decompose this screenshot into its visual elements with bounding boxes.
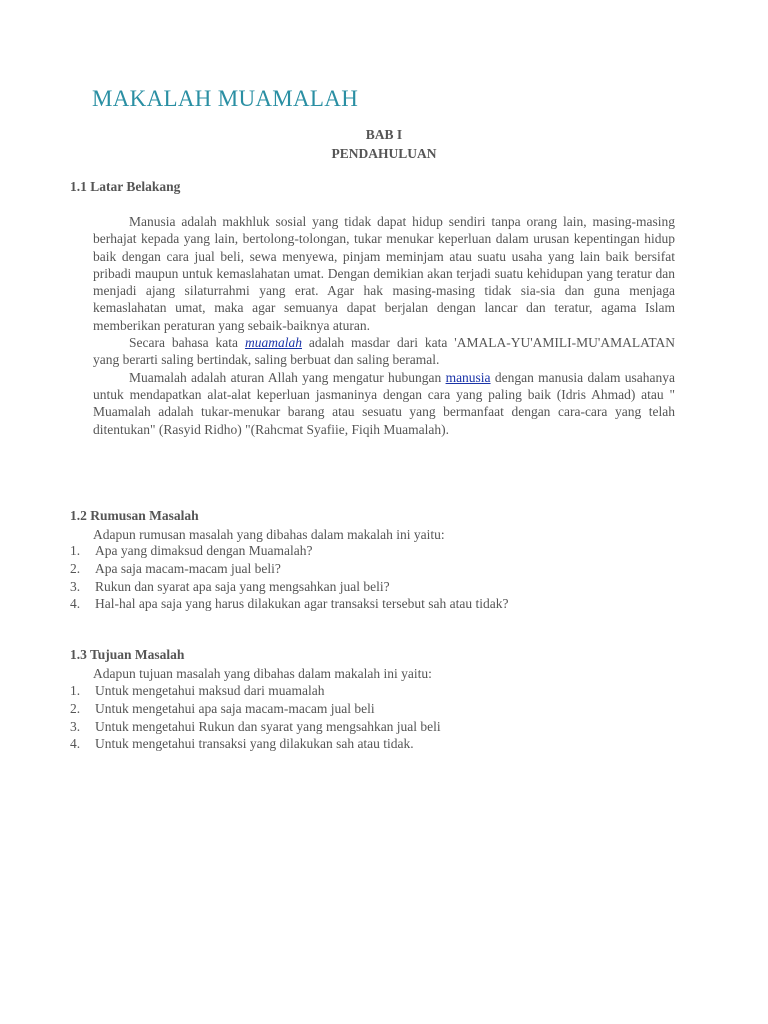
list-item-number: 1. [70, 543, 81, 558]
list-item [70, 542, 508, 560]
list-item-number: 4. [70, 596, 81, 612]
paragraph-3-after: dengan manusia dalam usahanya untuk mendapatkan alat-alat keperluan jasmaninya dengan cara yang paling baik (Idris Ahmad) atau " Muamalah adalah tukar-menukar barang atau sesuatu yang bermanfaat dengan cara-cara yang telah ditentukan" (Rasyid Ridho) "(Rahcmat Syafiie, Fiqih Muamalah). [93, 369, 675, 437]
paragraph-2-after: adalah masdar dari kata 'AMALA-YU'AMILI-MU'AMALATAN yang berarti saling bertindak, saling berbuat dan saling beramal. [93, 335, 675, 368]
paragraph-2-before: Secara bahasa kata [129, 335, 245, 351]
paragraph-1: Manusia adalah makhluk sosial yang tidak dapat hidup sendiri tanpa orang lain, masing-masing berhajat kepada yang lain, bertolong-tolongan, tukar menukar keperluan dalam urusan kepentingan hidup baik dengan cara jual beli, sewa menyewa, pinjam meminjam atau suatu usaha yang lain baik bersifat pribadi maupun untuk kemaslahatan umat. Dengan demikian akan terjadi suatu kehidupan yang teratur dan menjadi ajang silaturrahmi yang erat. Agar hak masing-masing tidak sia-sia dan guna menjaga kemaslahatan umat, maka agar semuanya dapat berjalan dengan lancar dan teratur, agama Islam memberikan peraturan yang sebaik-baiknya aturan. [93, 214, 675, 333]
list-item [70, 578, 508, 596]
chapter-name: PENDAHULUAN [331, 146, 437, 161]
list-item-number: 3. [70, 578, 81, 594]
list-item [70, 682, 441, 700]
section-heading-tujuan-masalah: 1.3 Tujuan Masalah [70, 647, 185, 662]
rumusan-masalah-list [70, 542, 508, 613]
list-item-number: 4. [70, 736, 81, 752]
document-title: MAKALAH MUAMALAH [92, 86, 359, 111]
list-item-number: 3. [70, 718, 81, 734]
list-item [70, 735, 441, 753]
chapter-number: BAB I [365, 127, 403, 142]
paragraph-3-before: Muamalah adalah aturan Allah yang mengatur hubungan [129, 369, 446, 385]
list-item [70, 700, 441, 718]
section-intro-tujuan-masalah: Adapun tujuan masalah yang dibahas dalam makalah ini yaitu: [93, 666, 432, 681]
list-item-text: Apa yang dimaksud dengan Muamalah? [95, 543, 313, 558]
section-heading-rumusan-masalah: 1.2 Rumusan Masalah [70, 508, 199, 523]
list-item-text: Untuk mengetahui apa saja macam-macam jual beli [95, 700, 375, 716]
list-item-text: Apa saja macam-macam jual beli? [95, 560, 281, 576]
list-item-text: Untuk mengetahui transaksi yang dilakukan sah atau tidak. [95, 736, 414, 752]
list-item-number: 1. [70, 683, 81, 698]
paragraph-2 [93, 334, 675, 369]
manusia-link[interactable]: manusia [445, 369, 491, 385]
list-item [70, 560, 508, 578]
muamalah-link[interactable]: muamalah [244, 335, 302, 351]
list-item-text: Rukun dan syarat apa saja yang mengsahkan jual beli? [95, 578, 390, 594]
list-item-text: Untuk mengetahui maksud dari muamalah [95, 683, 325, 698]
paragraph-3 [93, 369, 675, 438]
list-item-number: 2. [70, 700, 81, 716]
list-item [70, 595, 508, 613]
list-item [70, 718, 441, 736]
list-item-text: Untuk mengetahui Rukun dan syarat yang mengsahkan jual beli [95, 718, 441, 734]
list-item-number: 2. [70, 560, 81, 576]
section-heading-latar-belakang: 1.1 Latar Belakang [70, 179, 181, 194]
list-item-text: Hal-hal apa saja yang harus dilakukan agar transaksi tersebut sah atau tidak? [95, 596, 509, 612]
section-intro-rumusan-masalah: Adapun rumusan masalah yang dibahas dalam makalah ini yaitu: [93, 527, 445, 542]
section-body-latar-belakang [93, 213, 675, 438]
tujuan-masalah-list [70, 682, 441, 753]
